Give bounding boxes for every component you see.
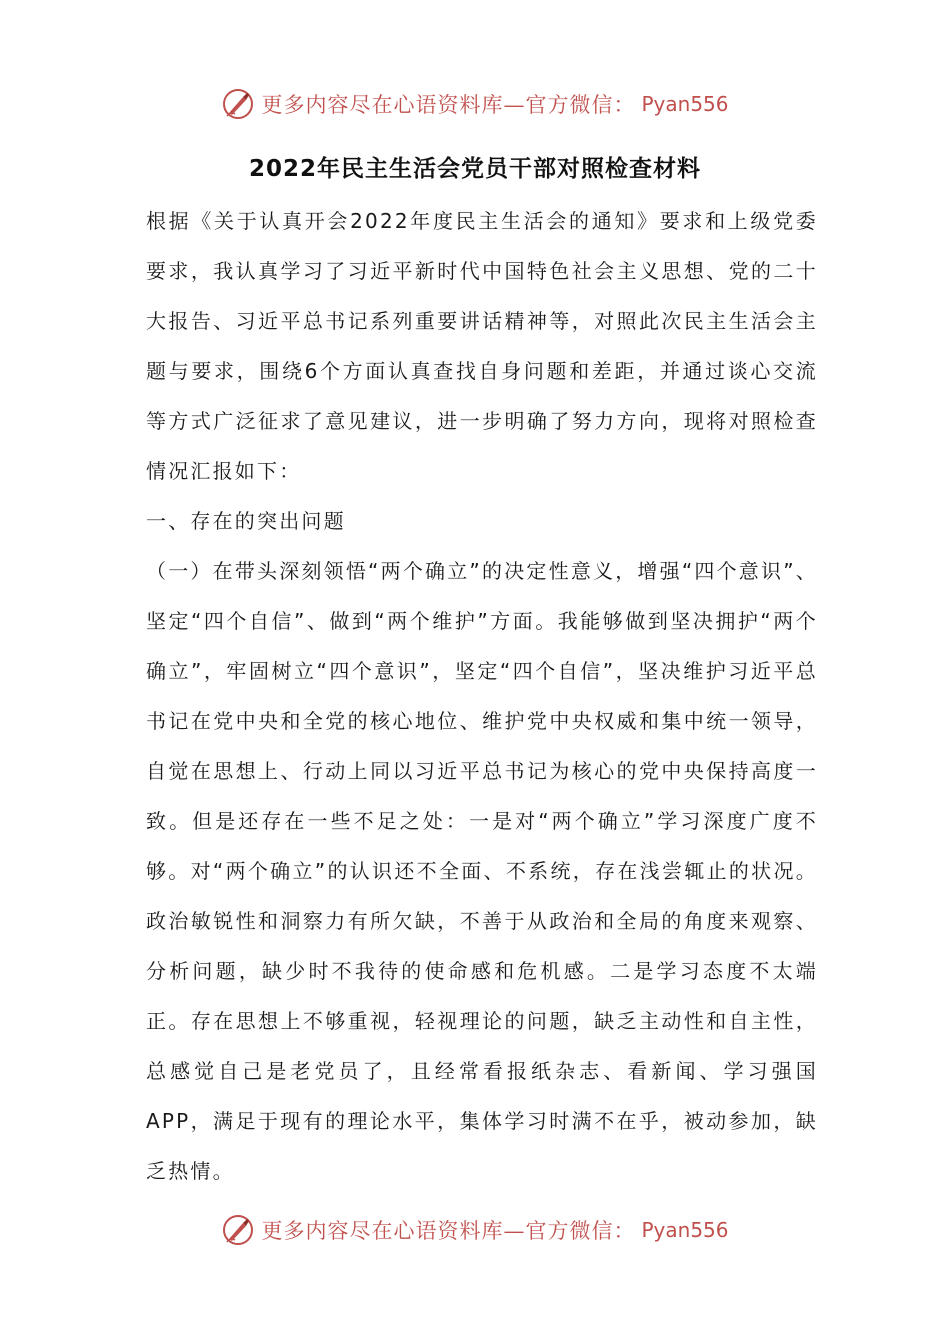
watermark-wechat-id: Pyan556 [641,92,729,116]
watermark-text: 更多内容尽在心语资料库—官方微信： [261,93,636,117]
subsection-paragraph: （一）在带头深刻领悟“两个确立”的决定性意义，增强“四个意识”、坚定“四个自信”、做到“两个维护”方面。我能够做到坚决拥护“两个确立”，牢固树立“四个意识”，坚定“四个自信”，坚决维护习近平总书记在党中央和全党的核心地位、维护党中央权威和集中统一领导，自觉在思想上、行动上同以习近平总书记为核心的党中央保持高度一致。但是还存在一些不足之处：一是对“两个确立”学习深度广度不够。对“两个确立”的认识还不全面、不系统，存在浅尝辄止的状况。政治敏锐性和洞察力有所欠缺，不善于从政治和全局的角度来观察、分析问题，缺少时不我待的使命感和危机感。二是学习态度不太端正。存在思想上不够重视，轻视理论的问题，缺乏主动性和自主性，总感觉自己是老党员了，且经常看报纸杂志、看新闻、学习强国APP，满足于现有的理论水平，集体学习时满不在乎，被动参加，缺乏热情。 [146,559,818,1183]
document-body [146,196,818,1196]
watermark-header [0,84,950,124]
intro-paragraph: 根据《关于认真开会2022年度民主生活会的通知》要求和上级党委要求，我认真学习了习近平新时代中国特色社会主义思想、党的二十大报告、习近平总书记系列重要讲话精神等，对照此次民主生活会主题与要求，围绕6个方面认真查找自身问题和差距，并通过谈心交流等方式广泛征求了意见建议，进一步明确了努力方向，现将对照检查情况汇报如下： [146,209,818,483]
section-heading: 一、存在的突出问题 [146,509,346,533]
watermark-footer [0,1210,950,1250]
pen-logo-icon [221,1213,255,1247]
watermark-wechat-id: Pyan556 [641,1218,729,1242]
watermark-text: 更多内容尽在心语资料库—官方微信： [261,1219,636,1243]
pen-logo-icon [221,87,255,121]
document-title: 2022年民主生活会党员干部对照检查材料 [248,156,701,182]
